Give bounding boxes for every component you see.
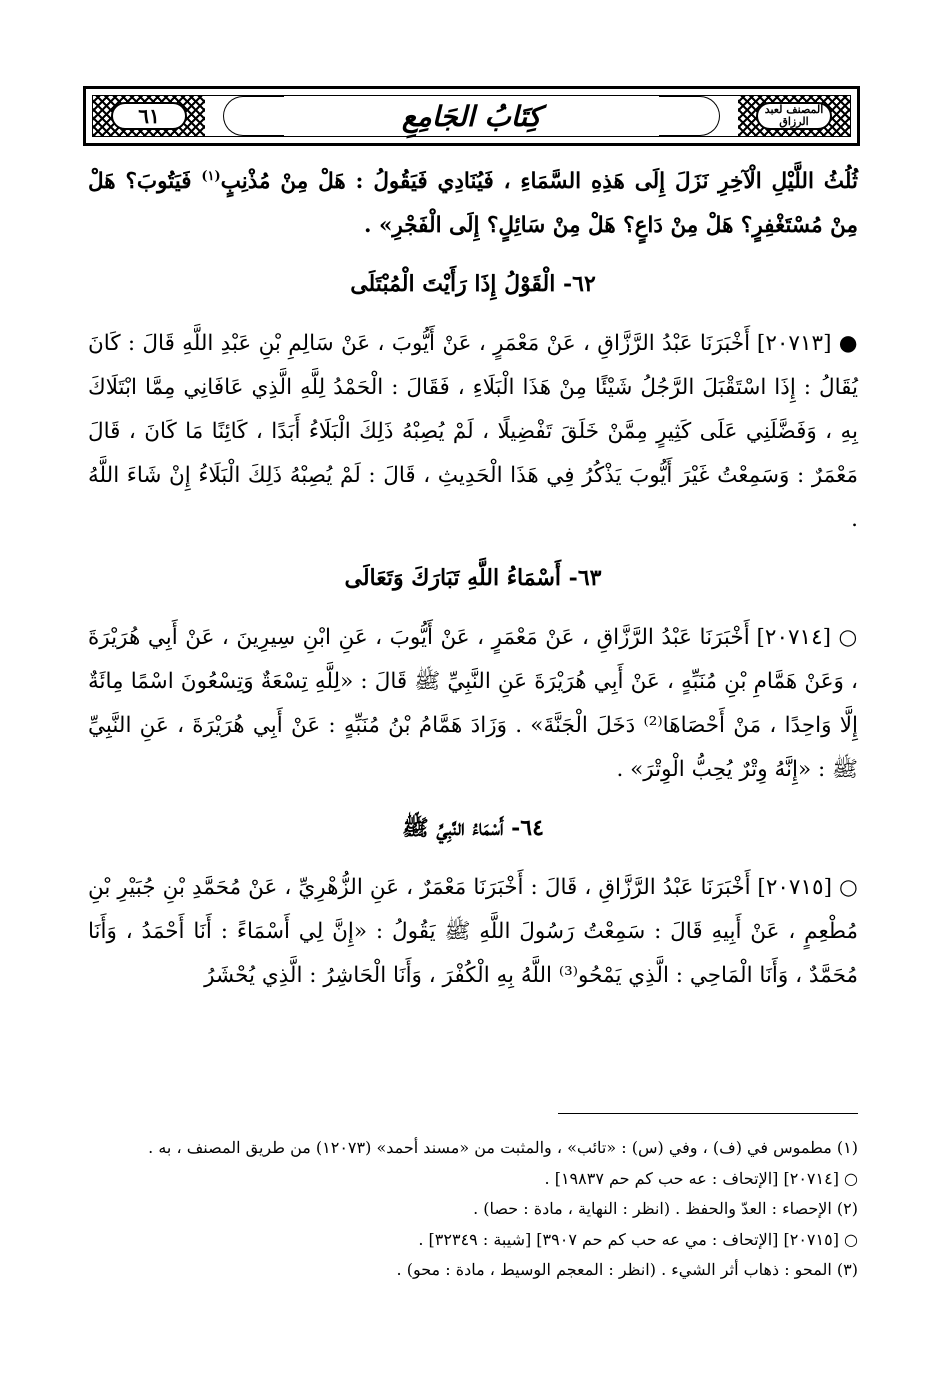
footnote-3: (٣) المحو : ذهاب أثر الشيء . (انظر : المعجم الوسيط ، مادة : محو) . xyxy=(396,1260,858,1279)
footnote-20714: ○ [٢٠٧١٤] [الإتحاف : عه حب كم حم ١٩٨٣٧] . xyxy=(544,1168,858,1188)
page-header xyxy=(83,86,860,146)
page-number-ornament xyxy=(93,96,205,136)
continuation-line-1: ثُلُثُ اللَّيْلِ الْآخِرِ نَزَلَ إِلَى هَذِهِ السَّمَاءِ ، فَيُنَادِي فَيَقُولُ : هَلْ مِنْ مُذْنِبٍ xyxy=(220,169,858,194)
hadith-20715: ○ [٢٠٧١٥] أَخْبَرَنَا عَبْدُ الرَّزَّاقِ ، قَالَ : أَخْبَرَنَا مَعْمَرٌ ، عَنِ الزُّهْرِيِّ ، عَنْ مُحَمَّدِ بْنِ جُبَيْرِ بْنِ مُطْعِمٍ ، عَنْ أَبِيهِ قَالَ : سَمِعْتُ رَسُولَ اللَّهِ ﷺ يَقُولُ : «إِنَّ لِي أَسْمَاءً : أَنَا أَحْمَدُ ، وَأَنَا مُحَمَّدٌ ، وَأَنَا الْمَاحِي : الَّذِي يَمْحُو⁽³⁾ اللَّهُ بِهِ الْكُفْرَ ، وَأَنَا الْحَاشِرُ : الَّذِي يُحْشَرُ xyxy=(88,875,858,988)
chapter-heading-63: ٦٣- أَسْمَاءُ اللَّهِ تَبَارَكَ وَتَعَالَى xyxy=(344,565,602,591)
emblem-ornament xyxy=(738,96,850,136)
hadith-20714: ○ [٢٠٧١٤] أَخْبَرَنَا عَبْدُ الرَّزَّاقِ ، عَنْ مَعْمَرٍ ، عَنْ أَيُّوبَ ، عَنِ ابْنِ سِيرِينَ ، عَنْ أَبِي هُرَيْرَةَ ، وَعَنْ هَمَّامِ بْنِ مُنَبِّهٍ ، عَنْ أَبِي هُرَيْرَةَ عَنِ النَّبِيِّ ﷺ قَالَ : «لِلَّهِ تِسْعَةٌ وَتِسْعُونَ اسْمًا مِائَةٌ إِلَّا وَاحِدًا ، مَنْ أَحْصَاهَا⁽²⁾ دَخَلَ الْجَنَّةَ» . وَزَادَ هَمَّامُ بْنُ مُنَبِّهٍ : عَنْ أَبِي هُرَيْرَةَ ، عَنِ النَّبِيِّ ﷺ : «إِنَّهُ وِتْرٌ يُحِبُّ الْوِتْرَ» . xyxy=(88,625,859,782)
footnote-2: (٢) الإحصاء : العدّ والحفظ . (انظر : النهاية ، مادة : حصا) . xyxy=(473,1199,858,1218)
footnote-20715: ○ [٢٠٧١٥] [الإتحاف : مي عه حب كم حم ٣٩٠٧] [شيبة : ٣٢٣٤٩] . xyxy=(418,1229,858,1249)
page-body xyxy=(88,160,858,998)
header-frame xyxy=(92,95,851,137)
continuation-line-2: فَيَتُوبَ؟ هَلْ مِنْ مُسْتَغْفِرٍ؟ هَلْ مِنْ دَاعٍ؟ هَلْ مِنْ سَائِلٍ؟ إِلَى الْفَجْرِ» . xyxy=(88,169,858,238)
footnotes xyxy=(96,1133,858,1286)
footnote-1: (١) مطموس في (ف) ، وفي (س) : «تائب» ، والمثبت من «مسند أحمد» (١٢٠٧٣) من طريق المصنف ، به . xyxy=(148,1138,858,1157)
book-emblem: المصنف لعبد الرزاق xyxy=(756,102,832,130)
hadith-continuation xyxy=(88,160,858,248)
chapter-heading-64: ٦٤- أَسْمَاءُ النَّبِيِّ ﷺ xyxy=(402,815,544,841)
footnote-separator xyxy=(558,1113,858,1114)
chapter-heading-62: ٦٢- الْقَوْلُ إِذَا رَأَيْتَ الْمُبْتَلَى xyxy=(350,271,596,297)
page-number: ٦١ xyxy=(111,102,187,130)
hadith-20713: ● [٢٠٧١٣] أَخْبَرَنَا عَبْدُ الرَّزَّاقِ ، عَنْ مَعْمَرٍ ، عَنْ أَيُّوبَ ، عَنْ سَالِمِ بْنِ عَبْدِ اللَّهِ قَالَ : كَانَ يُقَالُ : إِذَا اسْتَقْبَلَ الرَّجُلُ شَيْئًا مِنْ هَذَا الْبَلَاءِ ، فَقَالَ : الْحَمْدُ لِلَّهِ الَّذِي عَافَانِي مِمَّا ابْتَلَاكَ بِهِ ، وَفَضَّلَنِي عَلَى كَثِيرٍ مِمَّنْ خَلَقَ تَفْضِيلًا ، لَمْ يُصِبْهُ ذَلِكَ الْبَلَاءُ أَبَدًا ، كَائِنًا مَا كَانَ ، قَالَ مَعْمَرٌ : وَسَمِعْتُ غَيْرَ أَيُّوبَ يَذْكُرُ فِي هَذَا الْحَدِيثِ ، قَالَ : لَمْ يُصِبْهُ ذَلِكَ الْبَلَاءُ إِنْ شَاءَ اللَّهُ . xyxy=(88,331,859,532)
book-title: كِتَابُ الجَامِعِ xyxy=(223,96,720,136)
footnote-ref-1: (١) xyxy=(201,168,221,184)
